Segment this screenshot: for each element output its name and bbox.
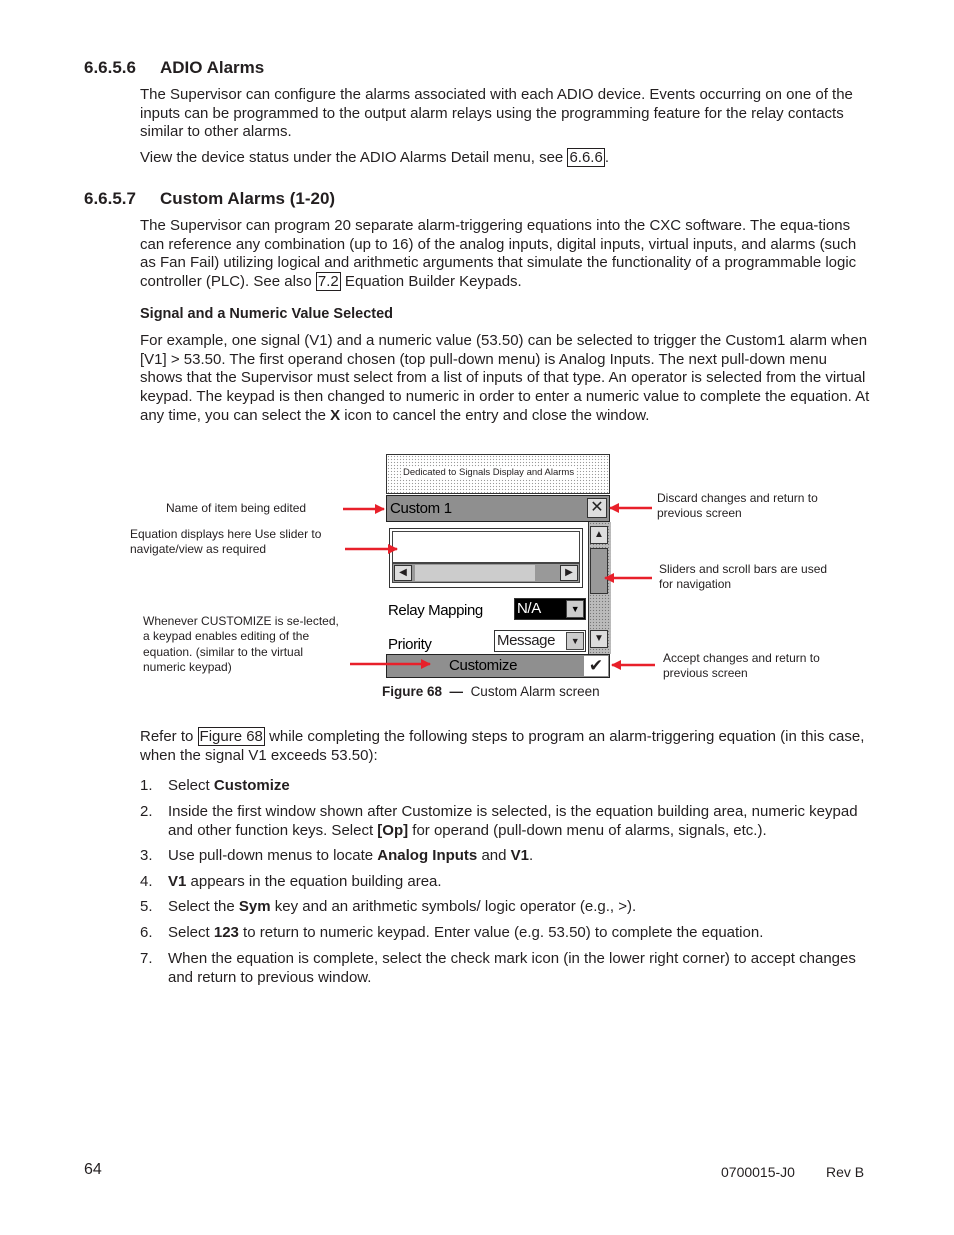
caption-label: Figure 68	[382, 684, 443, 699]
text: Inside the first window shown after Customize is selected, is the equation building area, numeric keypad and other function keys. Select	[168, 803, 858, 839]
callout-accept: Accept changes and return to previous screen	[663, 651, 820, 681]
refer-paragraph	[140, 728, 870, 765]
caption-text: Custom Alarm screen	[470, 684, 600, 699]
text: Use pull-down menus to locate	[168, 847, 378, 864]
adio-paragraph-1: The Supervisor can configure the alarms associated with each ADIO device. Events occurring on one of the inputs can be programmed to the output alarm relays using the programming feature for the relay contacts similar to other alarms.	[140, 86, 853, 141]
step-number: 4.	[140, 873, 153, 890]
scroll-right-icon[interactable]: ▶	[560, 565, 578, 581]
step-number: 2.	[140, 803, 153, 820]
checkmark-icon[interactable]: ✔	[584, 656, 608, 676]
callout-name: Name of item being edited	[166, 501, 307, 515]
step-number: 3.	[140, 847, 153, 864]
bold-text: V1	[168, 873, 187, 890]
step-text	[168, 777, 870, 796]
relay-mapping-label: Relay Mapping	[388, 602, 483, 619]
customize-label: Customize	[449, 657, 518, 674]
text: .	[604, 149, 609, 166]
list-item	[140, 950, 870, 987]
priority-label: Priority	[388, 636, 432, 653]
figure-caption	[382, 684, 600, 699]
text: and	[477, 847, 511, 864]
chevron-down-icon[interactable]: ▼	[566, 632, 584, 650]
text: Equation Builder Keypads.	[340, 273, 522, 291]
priority-value: Message	[497, 632, 556, 649]
step-number: 7.	[140, 950, 153, 967]
bold-text: Customize	[213, 777, 290, 794]
document-number: 0700015-J0	[721, 1164, 795, 1180]
callout-customize: Whenever CUSTOMIZE is se-lected, a keypad enables editing of the equation. (similar to the virtual numeric keypad)	[143, 614, 339, 674]
scroll-down-icon[interactable]: ▼	[590, 630, 608, 648]
item-name: Custom 1	[390, 500, 452, 517]
text: Refer to	[140, 728, 198, 745]
step-number: 5.	[140, 898, 153, 915]
step-text	[168, 847, 870, 866]
text: Select	[168, 924, 214, 941]
caption-dash: —	[449, 684, 464, 699]
step-text: When the equation is complete, select the check mark icon (in the lower right corner) to accept changes and return to previous window.	[168, 950, 856, 986]
scroll-up-icon[interactable]: ▲	[590, 526, 608, 544]
section-title: ADIO Alarms	[160, 58, 265, 77]
list-item	[140, 898, 870, 917]
list-item	[140, 873, 870, 892]
section-number: 6.6.5.7	[84, 189, 136, 208]
text: while completing the following steps to program an alarm-triggering equation (in this case, when the signal V1 exceeds 53.50):	[140, 728, 865, 764]
bold-x: X	[330, 406, 341, 424]
text: for operand (pull-down menu of alarms, signals, etc.).	[408, 821, 767, 839]
subheading: Signal and a Numeric Value Selected	[140, 306, 394, 322]
step-text	[168, 924, 870, 943]
text: icon to cancel the entry and close the window.	[340, 406, 650, 424]
step-text	[168, 803, 870, 840]
scroll-left-icon[interactable]: ◀	[394, 565, 412, 581]
text: Select the	[168, 898, 239, 915]
section-link[interactable]: 7.2	[317, 273, 339, 291]
text: .	[529, 847, 534, 864]
relay-mapping-value: N/A	[517, 600, 541, 617]
bold-text: [Op]	[377, 821, 409, 839]
page-number: 64	[84, 1161, 102, 1178]
figure-link[interactable]: Figure 68	[199, 728, 263, 745]
close-icon[interactable]: ✕	[587, 498, 607, 518]
bold-text: Analog Inputs	[377, 847, 478, 864]
text: Select	[168, 777, 214, 794]
bold-text: V1	[510, 847, 530, 864]
text: For example, one signal (V1) and a numeric value (53.50) can be selected to trigger the Custom1 alarm when [V1] > 53.50. The first operand chosen (top pull-down menu) is Analog Inputs. The next pull-down menu shows that the Supervisor must select from a list of inputs of that type. An operator is selected from the virtual keypad. The keypad is then changed to numeric in order to enter a numeric value to complete the equation. At any time, you can select the	[140, 332, 870, 424]
callout-equation: Equation displays here Use slider to navigate/view as required	[130, 527, 322, 557]
step-text	[168, 898, 870, 917]
chevron-down-icon[interactable]: ▼	[566, 600, 584, 618]
section-number: 6.6.5.6	[84, 58, 136, 77]
callout-sliders: Sliders and scroll bars are used for navigation	[659, 562, 828, 592]
bold-text: Sym	[238, 898, 271, 915]
text: to return to numeric keypad. Enter value (e.g. 53.50) to complete the equation.	[238, 924, 764, 941]
text: appears in the equation building area.	[186, 873, 442, 890]
list-item	[140, 847, 870, 866]
text: View the device status under the ADIO Alarms Detail menu, see	[140, 149, 568, 166]
step-number: 1.	[140, 777, 153, 794]
section-title: Custom Alarms (1-20)	[160, 189, 336, 208]
revision: Rev B	[826, 1164, 865, 1180]
header-text: Dedicated to Signals Display and Alarms	[403, 467, 575, 478]
step-number: 6.	[140, 924, 153, 941]
step-text	[168, 873, 870, 892]
callout-discard: Discard changes and return to previous screen	[657, 491, 818, 521]
section-link[interactable]: 6.6.6	[569, 149, 603, 166]
text: key and an arithmetic symbols/ logic operator (e.g., >).	[270, 898, 637, 915]
text: The Supervisor can program 20 separate alarm-triggering equations into the CXC software. The equa-tions can reference any combination (up to 16) of the analog inputs, digital inputs, virtual inputs, and alarms (such as Fan Fail) utilizing logical and arithmetic arguments that simulate the functionality of a programmable logic controller (PLC). See also	[140, 217, 857, 291]
list-item	[140, 924, 870, 943]
list-item	[140, 777, 870, 796]
list-item	[140, 803, 870, 840]
bold-text: 123	[213, 924, 239, 941]
